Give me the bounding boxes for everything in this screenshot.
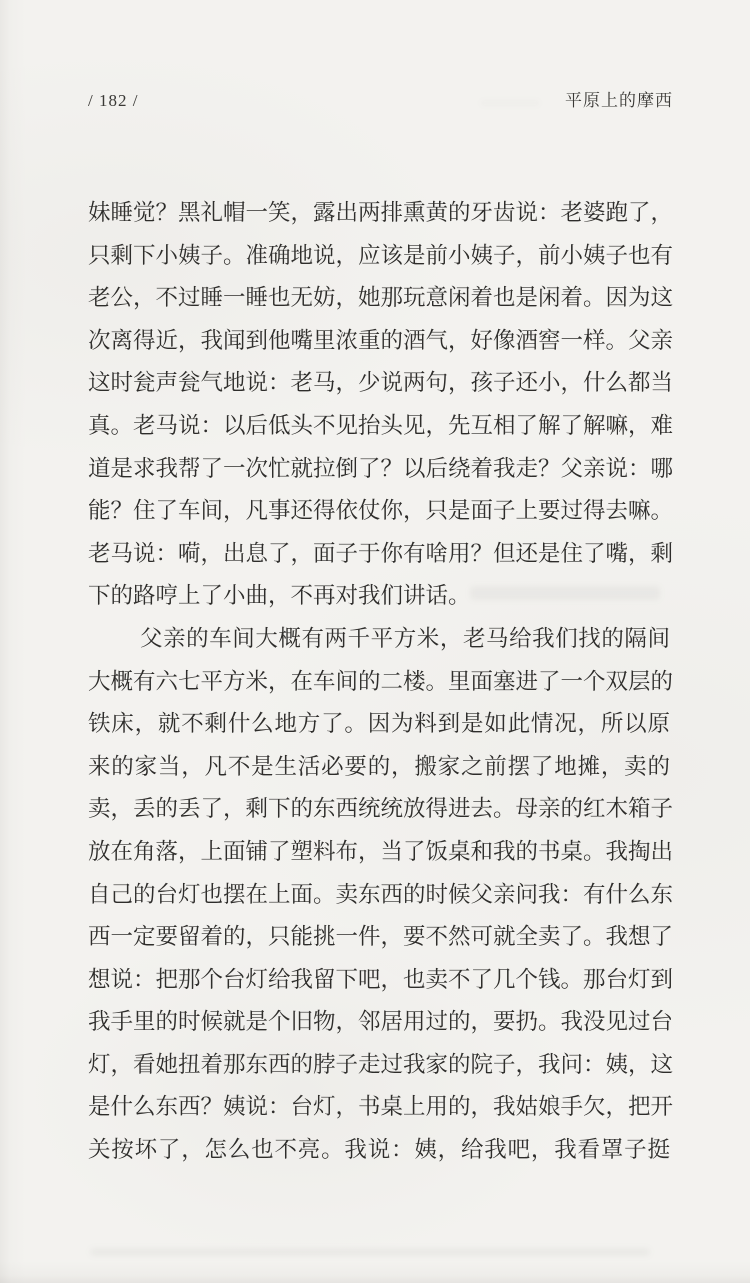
text-line: 只剩下小姨子。准确地说，应该是前小姨子，前小姨子也有 [88, 242, 674, 268]
text-line: 来的家当，凡不是生活必要的，搬家之前摆了地摊，卖的 [88, 753, 670, 779]
book-title: 平原上的摩西 [565, 91, 673, 110]
scan-artifact [90, 1248, 650, 1256]
running-header [88, 86, 673, 111]
text-line: 老公，不过睡一睡也无妨，她那玩意闲着也是闲着。因为这 [88, 285, 674, 311]
text-line: 真。老马说：以后低头不见抬头见，先互相了解了解嘛，难 [88, 412, 674, 438]
text-line: 是什么东西？姨说：台灯，书桌上用的，我姑娘手欠，把开 [88, 1094, 674, 1120]
text-line: 道是求我帮了一次忙就拉倒了？以后绕着我走？父亲说：哪 [88, 455, 674, 481]
text-line: 西一定要留着的，只能挑一件，要不然可就全卖了。我想了 [88, 924, 674, 950]
text-line: 自己的台灯也摆在上面。卖东西的时候父亲问我：有什么东 [88, 881, 674, 907]
text-line-paragraph-start: 父亲的车间大概有两千平方米，老马给我们找的隔间 [140, 625, 670, 651]
text-line: 妹睡觉？黑礼帽一笑，露出两排熏黄的牙齿说：老婆跑了， [88, 200, 674, 225]
text-line: 放在角落，上面铺了塑料布，当了饭桌和我的书桌。我掏出 [88, 838, 674, 864]
text-line: 次离得近，我闻到他嘴里浓重的酒气，好像酒窖一样。父亲 [88, 327, 674, 353]
text-line: 想说：把那个台灯给我留下吧，也卖不了几个钱。那台灯到 [88, 966, 674, 992]
page-number: / 182 / [88, 91, 139, 110]
text-line: 卖，丢的丢了，剩下的东西统统放得进去。母亲的红木箱子 [88, 796, 674, 822]
text-line: 我手里的时候就是个旧物，邻居用过的，要扔。我没见过台 [88, 1009, 674, 1035]
text-line: 大概有六七平方米，在车间的二楼。里面塞进了一个双层的 [88, 668, 674, 694]
text-line: 铁床，就不剩什么地方了。因为料到是如此情况，所以原 [88, 711, 670, 737]
text-line: 老马说：嗬，出息了，面子于你有啥用？但还是住了嘴，剩 [88, 540, 674, 566]
text-line: 灯，看她扭着那东西的脖子走过我家的院子，我问：姨，这 [88, 1051, 674, 1077]
text-line: 能？住了车间，凡事还得依仗你，只是面子上要过得去嘛。 [88, 498, 674, 524]
text-line: 这时瓮声瓮气地说：老马，少说两句，孩子还小，什么都当 [88, 370, 674, 396]
text-line: 关按坏了，怎么也不亮。我说：姨，给我吧，我看罩子挺 [88, 1137, 670, 1163]
text-line-paragraph-end: 下的路哼上了小曲，不再对我们讲话。 [88, 583, 471, 609]
body-text [88, 192, 674, 1172]
